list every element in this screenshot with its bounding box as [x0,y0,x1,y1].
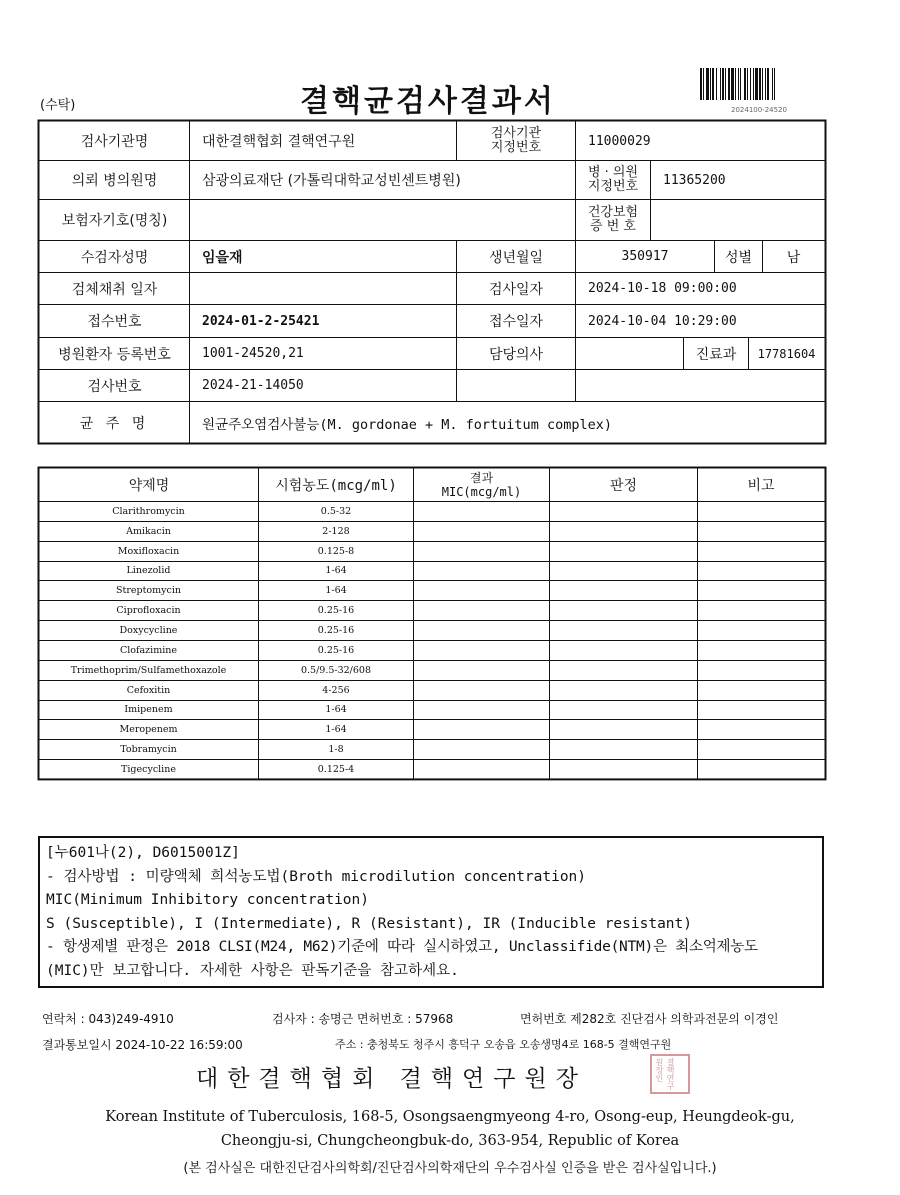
drug-name-cell: Cefoxitin [126,684,171,696]
official-stamp-text: 결핵연구원장인 [655,1058,675,1090]
collect-label: 검체채취 일자 [71,281,158,298]
interpretation-cell [550,621,697,640]
insured-label: 보험자기호(명칭) [61,213,168,229]
hosp-number-value: 11365200 [663,172,726,188]
specialist-line: 면허번호 제282호 진단검사 의학과전문의 이경인 [520,1012,779,1026]
drug-name-cell: Amikacin [126,525,171,537]
note-cell [698,601,826,620]
chart-no-value: 1001-24520,21 [202,346,304,361]
mic-result-cell [414,581,549,600]
interpretation-cell [550,681,697,700]
note-cell [698,720,826,739]
test-range-cell: 0.25-16 [317,605,355,617]
interpretation-cell [550,760,697,779]
test-range-cell: 1-64 [325,724,347,736]
receipt-date-label: 접수일자 [488,314,544,330]
drug-name-cell: Tobramycin [120,744,177,756]
interpretation-cell [550,522,697,541]
hosp-number-label-line1: 병 · 의원 [587,165,639,180]
notes-line-1: [누601나(2), D6015001Z] [46,845,240,861]
note-cell [698,641,826,660]
requester-value: 삼광의료재단 (가톨릭대학교성빈센트병원) [202,173,461,189]
inst-number-value: 11000029 [588,133,651,149]
drug-name-cell: Doxycycline [119,625,178,637]
receipt-date-value: 2024-10-04 10:29:00 [588,313,737,329]
note-cell [698,661,826,680]
notes-line-2: - 검사방법 : 미량액체 희석농도법(Broth microdilution concentration) [46,868,587,885]
test-range-cell: 0.25-16 [317,625,355,637]
mic-result-cell [414,562,549,581]
receipt-no-label: 접수번호 [87,314,142,330]
english-address-1: Korean Institute of Tuberculosis, 168-5, Osongsaengmyeong 4-ro, Osong-eup, Heungdeok-gu, [105,1109,795,1125]
note-cell [698,522,826,541]
page-title: 결핵균검사결과서 [300,84,556,119]
notes-line-3: MIC(Minimum Inhibitory concentration) [46,892,370,908]
mic-result-cell [414,740,549,759]
interpretation-cell [550,720,697,739]
interpretation-cell [550,701,697,720]
drug-header: 약제명 [128,477,170,494]
mic-result-cell [414,760,549,779]
birth-value: 350917 [621,249,669,264]
note-cell [698,562,826,581]
dept-value: 17781604 [757,346,816,361]
interpretation-cell [550,740,697,759]
drug-name-cell: Moxifloxacin [117,545,180,557]
drug-name-cell: Meropenem [119,724,178,736]
test-no-label: 검사번호 [87,378,142,395]
interpretation-cell [550,502,697,521]
test-range-cell: 1-64 [325,704,347,716]
mic-result-cell [414,720,549,739]
organism-label: 균 주 명 [79,415,150,432]
drug-name-cell: Clarithromycin [112,505,185,517]
notes-line-5: - 항생제별 판정은 2018 CLSI(M24, M62)기준에 따라 실시하였고, Unclassifide(NTM)은 최소억제농도 [46,939,758,955]
drug-name-cell: Clofazimine [119,644,178,656]
chart-no-label: 병원환자 등록번호 [58,346,171,363]
test-no-value: 2024-21-14050 [202,378,304,393]
mic-header-line1: 결과 [469,470,494,485]
mic-result-cell [414,601,549,620]
mic-result-cell [414,621,549,640]
drug-name-cell: Ciprofloxacin [116,605,181,617]
mic-header [414,468,549,501]
test-date-value: 2024-10-18 09:00:00 [588,281,737,296]
mic-result-cell [414,542,549,561]
sex-label: 성별 [724,249,753,266]
receipt-no-value: 2024-01-2-25421 [202,313,320,329]
test-range-cell: 0.5/9.5-32/608 [300,664,372,676]
test-range-cell: 0.125-4 [317,763,355,775]
interpretation-cell [550,542,697,561]
drug-name-cell: Linezolid [126,565,171,577]
mic-result-cell [414,522,549,541]
test-date-label: 검사일자 [488,281,544,298]
health-cert-label-line1: 건강보험 [587,205,639,220]
mic-result-cell [414,701,549,720]
test-range-cell: 1-8 [328,744,344,756]
note-cell [698,740,826,759]
patient-value: 임을재 [202,249,243,266]
test-range-cell: 0.125-8 [317,545,355,557]
organism-value: 원균주오염검사불능(M. gordonae + M. fortuitum complex) [202,416,612,433]
interpretation-cell [550,562,697,581]
english-address-2: Cheongju-si, Chungcheongbuk-do, 363-954, Republic of Korea [220,1133,680,1149]
notes-line-4: S (Susceptible), I (Intermediate), R (Resistant), IR (Inducible resistant) [46,915,693,932]
drug-name-cell: Tigecycline [121,763,176,775]
patient-label: 수검자성명 [80,249,149,266]
drug-name-cell: Trimethoprim/Sulfamethoxazole [70,664,227,676]
test-range-cell: 0.25-16 [317,644,355,656]
institution-label: 검사기관명 [80,134,149,150]
tester-line: 검사자 : 송명근 면허번호 : 57968 [272,1012,454,1026]
consign-label: (수탁) [40,98,76,113]
note-header: 비고 [747,477,775,494]
note-cell [698,502,826,521]
certification-line: (본 검사실은 대한진단검사의학회/진단검사의학재단의 우수검사실 인증을 받은 검사실입니다.) [183,1161,717,1176]
drug-name-cell: Imipenem [124,704,173,716]
mic-result-cell [414,681,549,700]
inst-number-label-line2: 지정번호 [490,140,542,155]
birth-label: 생년월일 [488,249,544,266]
mic-result-cell [414,502,549,521]
test-range-cell: 4-256 [322,684,350,696]
drug-name-cell: Streptomycin [116,585,181,597]
note-cell [698,621,826,640]
dept-label: 진료과 [695,346,737,363]
notes-line-6: (MIC)만 보고합니다. 자세한 사항은 판독기준을 참고하세요. [46,962,459,979]
range-header: 시험농도(mcg/ml) [275,477,397,494]
test-range-cell: 1-64 [325,585,347,597]
test-range-cell: 0.5-32 [320,505,352,517]
barcode-number: 2024100-24520 [731,106,787,114]
doctor-label: 담당의사 [488,346,544,363]
mic-header-line2: MIC(mcg/ml) [441,484,522,499]
contact-line: 연락처 : 043)249-4910 [42,1012,174,1026]
interpretation-cell [550,641,697,660]
interp-header: 판정 [609,477,638,494]
sex-value: 남 [786,249,801,266]
test-range-cell: 1-64 [325,565,347,577]
address-line: 주소 : 충청북도 청주시 흥덕구 오송읍 오송생명4로 168-5 결핵연구원 [335,1038,672,1051]
interpretation-cell [550,581,697,600]
interpretation-cell [550,661,697,680]
notes-box [38,836,824,988]
test-range-cell: 2-128 [322,525,350,537]
note-cell [698,681,826,700]
institution-value: 대한결핵협회 결핵연구원 [202,134,356,150]
health-cert-label-line2: 증 번 호 [590,219,636,234]
report-date-line: 결과통보일시 2024-10-22 16:59:00 [42,1038,243,1052]
interpretation-cell [550,601,697,620]
official-stamp [650,1054,690,1094]
hosp-number-label-line2: 지정번호 [587,179,639,194]
note-cell [698,701,826,720]
inst-number-label-line1: 검사기관 [490,126,542,141]
mic-result-cell [414,641,549,660]
mic-result-cell [414,661,549,680]
org-seal-name: 대한결핵협회 결핵연구원장 [196,1066,587,1092]
requester-label: 의뢰 병의원명 [71,173,158,189]
note-cell [698,542,826,561]
note-cell [698,760,826,779]
note-cell [698,581,826,600]
